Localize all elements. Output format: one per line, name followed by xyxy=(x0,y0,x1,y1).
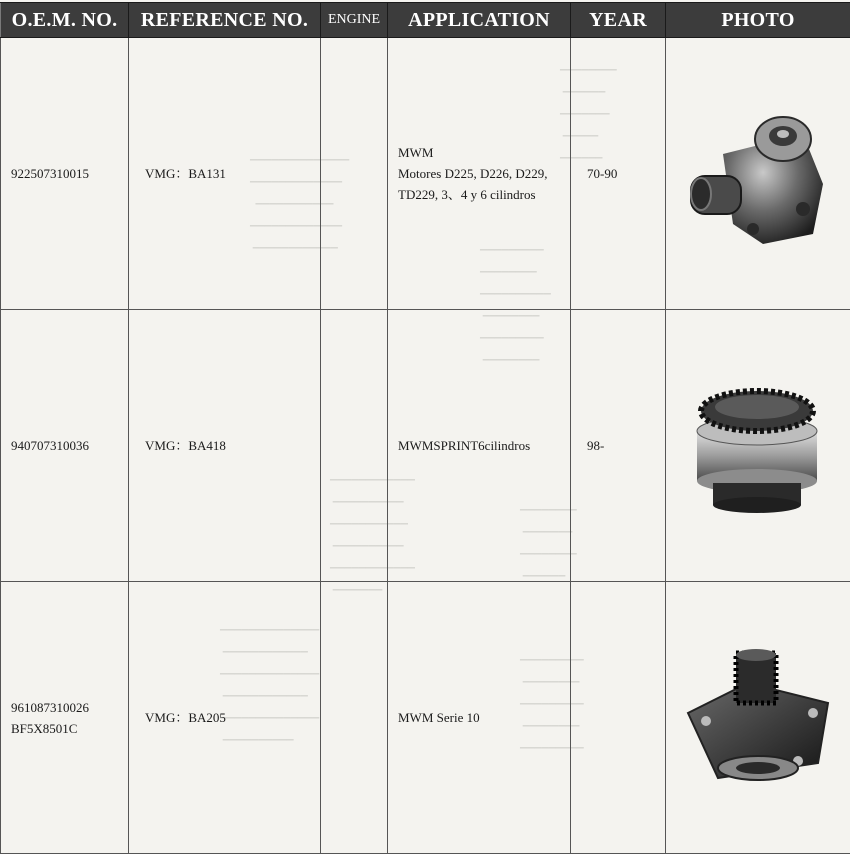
application-cell xyxy=(388,38,571,310)
header-reference-no: REFERENCE NO. xyxy=(129,3,321,38)
application-cell xyxy=(388,582,571,854)
engine-cell xyxy=(321,38,388,310)
oem-number: 922507310015 xyxy=(11,163,128,184)
photo-cell xyxy=(666,582,850,854)
reference-cell: VMG：BA131 xyxy=(129,38,321,310)
parts-catalog-table xyxy=(0,2,850,854)
bleed-through-texture: ──────── ────── ─────── ───── ────── xyxy=(560,60,617,170)
water-pump-photo xyxy=(683,94,833,254)
bleed-through-texture: ────────────── ──────────── ────────────── ──────────── ────────────── ────────── xyxy=(220,620,319,752)
engine-cell xyxy=(321,582,388,854)
bleed-through-texture: ──────────── ────────── ─────────── ────────── ──────────── ─────── xyxy=(330,470,415,602)
oem-cell xyxy=(1,38,129,310)
table-row xyxy=(1,310,850,582)
water-pump-gear-photo xyxy=(683,371,833,521)
header-oem-no: O.E.M. NO. xyxy=(1,3,129,38)
bleed-through-texture: ───────── ──────── ────────── ──────── ───────── ──────── xyxy=(480,240,551,372)
bleed-through-texture: ──────── ─────── ──────── ────── xyxy=(520,500,577,588)
reference-cell: VMG：BA205 xyxy=(129,582,321,854)
table-row xyxy=(1,38,850,310)
application-line: TD229, 3、4 y 6 cilindros xyxy=(398,184,570,205)
water-pump-plate-photo xyxy=(678,643,838,793)
header-photo: PHOTO xyxy=(666,3,850,38)
engine-cell xyxy=(321,310,388,582)
table-row xyxy=(1,582,850,854)
oem-cell xyxy=(1,582,129,854)
year-cell: 98- xyxy=(571,310,666,582)
application-line: MWM xyxy=(398,142,570,163)
photo-cell xyxy=(666,310,850,582)
oem-number: 961087310026 xyxy=(11,697,128,718)
bleed-through-texture: ───────── ──────── ───────── ──────── ───────── xyxy=(520,650,584,760)
bleed-through-texture: ────────────── ───────────── ─────────── ───────────── ──────────── xyxy=(250,150,349,260)
application-line: MWM Serie 10 xyxy=(398,707,570,728)
header-year: YEAR xyxy=(571,3,666,38)
header-application: APPLICATION xyxy=(388,3,571,38)
application-cell xyxy=(388,310,571,582)
photo-cell xyxy=(666,38,850,310)
application-line: Motores D225, D226, D229, xyxy=(398,163,570,184)
oem-cell xyxy=(1,310,129,582)
application-line: MWMSPRINT6cilindros xyxy=(398,435,570,456)
header-row xyxy=(1,3,850,38)
header-engine: ENGINE xyxy=(321,3,388,38)
oem-number: BF5X8501C xyxy=(11,718,128,739)
reference-cell: VMG：BA418 xyxy=(129,310,321,582)
year-cell xyxy=(571,582,666,854)
oem-number: 940707310036 xyxy=(11,435,128,456)
year-cell: 70-90 xyxy=(571,38,666,310)
